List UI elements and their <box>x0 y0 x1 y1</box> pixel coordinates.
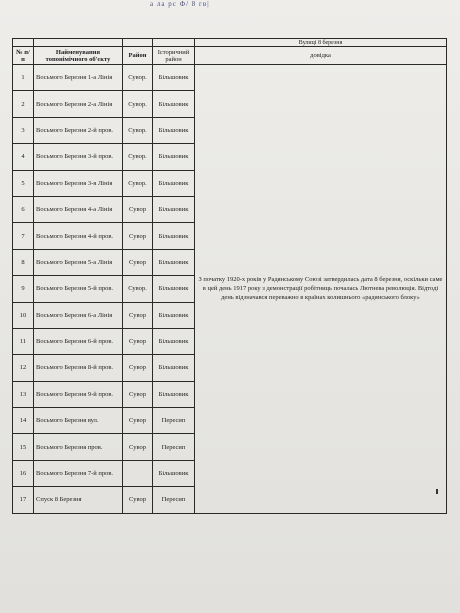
historic-district-cell: Більшовик <box>153 249 195 275</box>
header-cell-blank <box>123 39 153 47</box>
row-number: 14 <box>13 408 34 434</box>
historic-district-cell: Більшовик <box>153 381 195 407</box>
toponym-name: Восьмого Березня 9-й пров. <box>34 381 123 407</box>
toponym-name: Спуск 8 Березня <box>34 487 123 513</box>
toponym-name: Восьмого Березня 2-й пров. <box>34 117 123 143</box>
row-number: 3 <box>13 117 34 143</box>
row-number: 2 <box>13 91 34 117</box>
district-cell: Сувор. <box>123 117 153 143</box>
historic-district-cell: Пересип <box>153 434 195 460</box>
district-cell: Сувор <box>123 434 153 460</box>
row-number: 11 <box>13 328 34 354</box>
district-cell: Сувор <box>123 355 153 381</box>
district-cell: Сувор. <box>123 144 153 170</box>
district-cell: Сувор <box>123 196 153 222</box>
district-cell: Сувор <box>123 381 153 407</box>
toponym-name: Восьмого Березня 1-а Лінія <box>34 65 123 91</box>
row-number: 8 <box>13 249 34 275</box>
toponym-name: Восьмого Березня вул. <box>34 408 123 434</box>
toponym-name: Восьмого Березня 2-а Лінія <box>34 91 123 117</box>
historic-district-cell: Більшовик <box>153 302 195 328</box>
historic-district-cell: Більшовик <box>153 460 195 486</box>
historic-district-cell: Більшовик <box>153 328 195 354</box>
row-number: 10 <box>13 302 34 328</box>
historic-district-cell: Більшовик <box>153 170 195 196</box>
edge-mark <box>436 489 438 494</box>
toponym-name: Восьмого Березня 3-я Лінія <box>34 170 123 196</box>
toponym-name: Восьмого Березня 4-а Лінія <box>34 196 123 222</box>
district-cell: Сувор <box>123 223 153 249</box>
row-number: 5 <box>13 170 34 196</box>
row-number: 12 <box>13 355 34 381</box>
toponym-table <box>12 38 447 514</box>
historic-district-cell: Більшовик <box>153 276 195 302</box>
row-number: 4 <box>13 144 34 170</box>
district-cell: Сувор <box>123 249 153 275</box>
toponym-name: Восьмого Березня 7-й пров. <box>34 460 123 486</box>
col-header-name: Найменування топонімічного об'єкту <box>34 47 123 65</box>
row-number: 7 <box>13 223 34 249</box>
historic-district-cell: Більшовик <box>153 223 195 249</box>
district-cell: Сувор <box>123 302 153 328</box>
top-scrap-text: а ла рс Ф/ 8 гв| <box>150 0 210 8</box>
header-cell-blank <box>153 39 195 47</box>
district-cell: Сувор. <box>123 91 153 117</box>
historic-district-cell: Більшовик <box>153 91 195 117</box>
row-number: 13 <box>13 381 34 407</box>
district-cell: Сувор <box>123 328 153 354</box>
toponym-name: Восьмого Березня 5-а Лінія <box>34 249 123 275</box>
row-number: 6 <box>13 196 34 222</box>
district-cell <box>123 460 153 486</box>
historic-district-cell: Більшовик <box>153 355 195 381</box>
toponym-name: Восьмого Березня 4-й пров. <box>34 223 123 249</box>
header-cell-blank <box>34 39 123 47</box>
header-cell-blank <box>13 39 34 47</box>
district-cell: Сувор <box>123 487 153 513</box>
col-header-district: Район <box>123 47 153 65</box>
historic-district-cell: Більшовик <box>153 65 195 91</box>
historic-district-cell: Більшовик <box>153 144 195 170</box>
col-header-historic: Історичний район <box>153 47 195 65</box>
district-cell: Сувор. <box>123 170 153 196</box>
historic-district-cell: Більшовик <box>153 196 195 222</box>
toponym-name: Восьмого Березня 3-й пров. <box>34 144 123 170</box>
historic-district-cell: Пересип <box>153 408 195 434</box>
toponym-name: Восьмого Березня 8-й пров. <box>34 355 123 381</box>
row-number: 15 <box>13 434 34 460</box>
row-number: 16 <box>13 460 34 486</box>
toponym-name: Восьмого Березня 5-й пров. <box>34 276 123 302</box>
toponym-name: Восьмого Березня 6-а Лінія <box>34 302 123 328</box>
row-number: 1 <box>13 65 34 91</box>
district-cell: Сувор. <box>123 276 153 302</box>
district-cell: Сувор. <box>123 65 153 91</box>
info-note: З початку 1920-х років у Радянському Союзі затвердилась дата 8 березня, оскільки саме в цей день 1917 року з демонстрації робітниць почалась Лютнева революція. Відтоді день відзначався переважно в країнах колишнього «радянського блоку» <box>195 65 447 514</box>
historic-district-cell: Більшовик <box>153 117 195 143</box>
district-cell: Сувор <box>123 408 153 434</box>
col-header-info: довідка <box>195 47 447 65</box>
row-number: 9 <box>13 276 34 302</box>
row-number: 17 <box>13 487 34 513</box>
historic-district-cell: Пересип <box>153 487 195 513</box>
street-group-header: Вулиці 8 березня <box>195 39 447 47</box>
toponym-name: Восьмого Березня пров. <box>34 434 123 460</box>
toponym-name: Восьмого Березня 6-й пров. <box>34 328 123 354</box>
col-header-num: № п/п <box>13 47 34 65</box>
table-row <box>13 65 447 91</box>
